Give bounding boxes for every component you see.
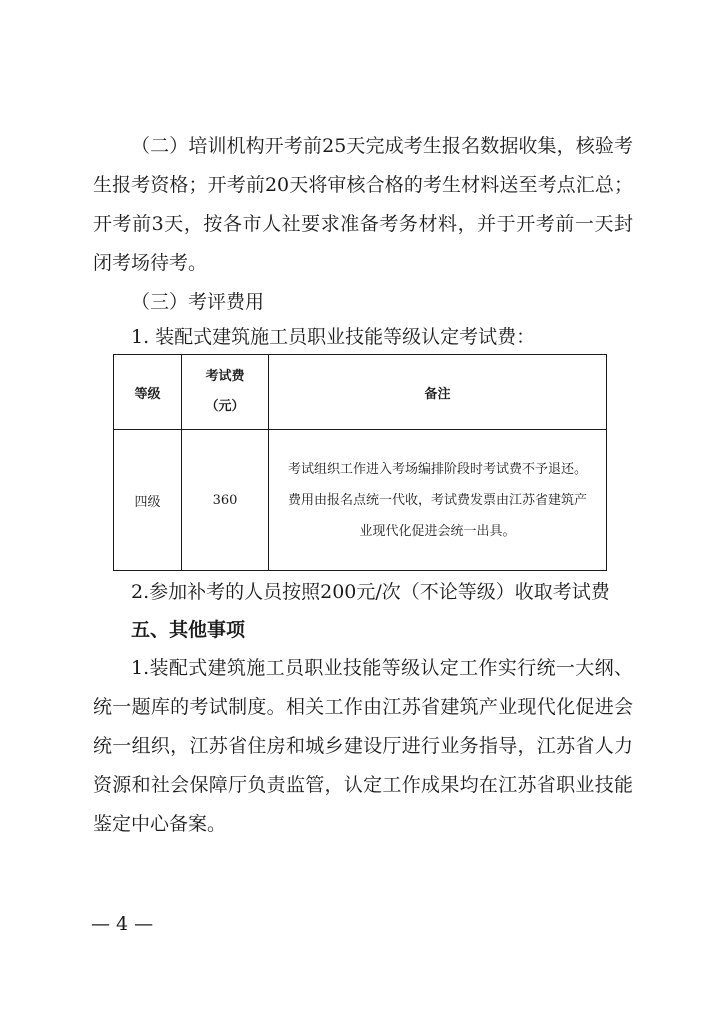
note-line-2: 费用由报名点统一代收，考试费发票由江苏省建筑产 <box>287 492 587 508</box>
table-row <box>114 430 607 571</box>
table-header-row <box>114 355 607 430</box>
section-five-paragraph: 1.装配式建筑施工员职业技能等级认定工作实行统一大纲、统一题库的考试制度。相关工作由江苏省建筑产业现代化促进会统一组织，江苏省住房和城乡建设厅进行业务指导，江苏省人力资源和社会保障厅负责监管，认定工作成果均在江苏省职业技能鉴定中心备案。 <box>93 657 633 835</box>
exam-fee-table <box>113 354 607 571</box>
cell-note <box>269 430 607 571</box>
header-note: 备注 <box>269 355 607 430</box>
section-two-paragraph: （二）培训机构开考前25天完成考生报名数据收集，核验考生报考资格；开考前20天将审核合格的考生材料送至考点汇总；开考前3天，按各市人社要求准备考务材料，并于开考前一天封闭考场待考。 <box>93 135 633 274</box>
header-fee-label: 考试费 <box>205 369 245 384</box>
section-five-title: 五、其他事项 <box>131 619 246 641</box>
header-level: 等级 <box>114 355 182 430</box>
exam-fee-item-two: 2.参加补考的人员按照200元/次（不论等级）收取考试费 <box>131 581 610 603</box>
cell-fee: 360 <box>182 430 269 571</box>
exam-fee-item-one: 1. 装配式建筑施工员职业技能等级认定考试费： <box>131 326 536 348</box>
page-number: — 4 — <box>91 913 154 935</box>
cell-level: 四级 <box>114 430 182 571</box>
section-three-title: （三）考评费用 <box>131 291 265 313</box>
note-line-1: 考试组织工作进入考场编排阶段时考试费不予退还。 <box>287 461 587 477</box>
header-fee <box>182 355 269 430</box>
header-fee-unit: （元） <box>205 399 245 414</box>
note-line-3: 业现代化促进会统一出具。 <box>359 523 516 539</box>
